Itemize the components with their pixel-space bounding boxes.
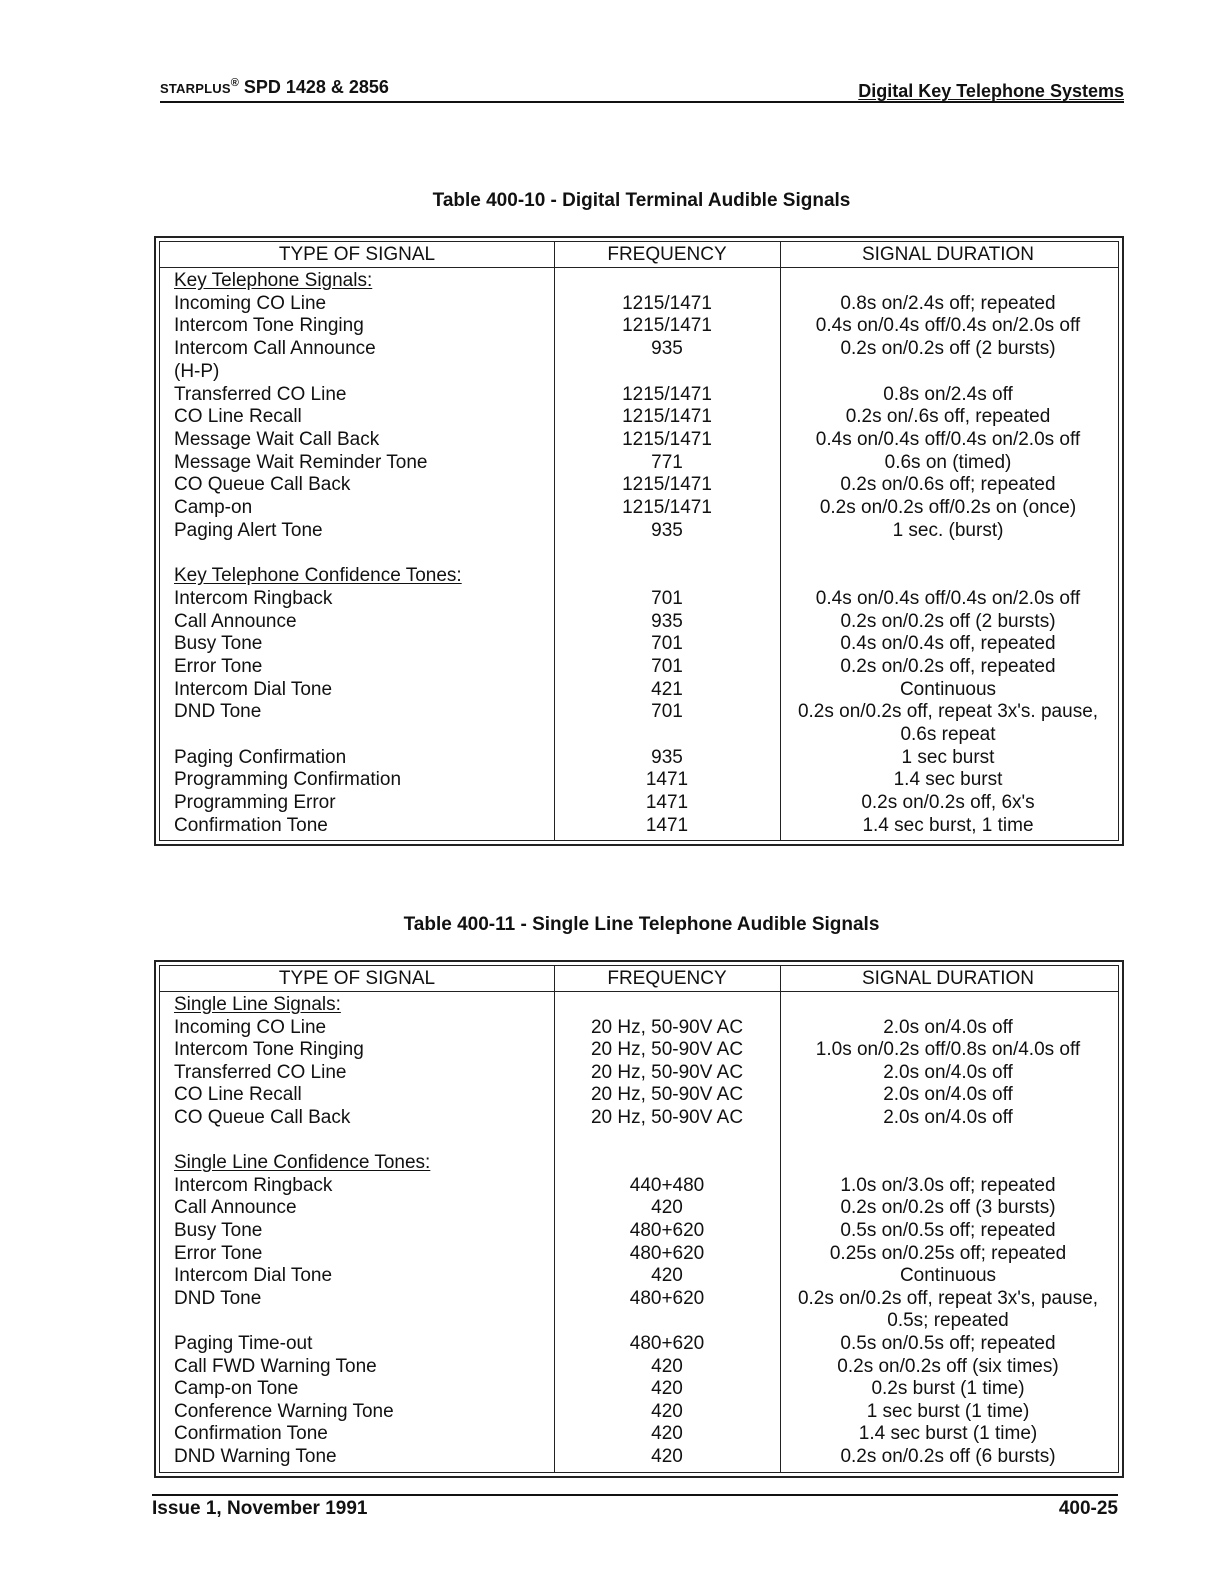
signal-duration: 1.4 sec burst (1 time) [858, 1423, 1038, 1445]
table-row [160, 587, 1118, 611]
section-heading: Single Line Signals: [174, 994, 341, 1015]
signal-type: Camp-on Tone [174, 1378, 299, 1400]
signal-type: Confirmation Tone [174, 1423, 328, 1445]
signal-frequency: 1215/1471 [622, 497, 712, 518]
page-footer [152, 1494, 1118, 1519]
table-row [160, 1264, 1118, 1288]
table-row [160, 473, 1118, 497]
signal-type: Incoming CO Line [174, 1016, 327, 1038]
signal-duration: 0.8s on/2.4s off; repeated [840, 292, 1056, 314]
table-row [160, 1016, 1118, 1040]
section-heading: Key Telephone Confidence Tones: [174, 565, 462, 587]
signal-frequency: 771 [651, 451, 683, 473]
signal-frequency: 701 [651, 701, 683, 723]
signal-type: CO Line Recall [174, 406, 302, 428]
signal-type: (H-P) [174, 360, 220, 382]
signal-type: Conference Warning Tone [174, 1400, 394, 1422]
table-row [160, 791, 1118, 815]
table1-caption: Table 400-10 - Digital Terminal Audible Signals [432, 190, 851, 211]
signal-frequency: 1215/1471 [622, 292, 712, 314]
table-row [160, 814, 1118, 838]
table-row [160, 1196, 1118, 1220]
signal-duration: 1.4 sec burst [893, 769, 1003, 791]
table-row [160, 405, 1118, 429]
section-heading: Key Telephone Signals: [174, 270, 373, 291]
signal-type: Paging Confirmation [174, 746, 347, 768]
signal-frequency: 440+480 [629, 1174, 705, 1196]
table-single-line-signals [154, 960, 1124, 1478]
signal-frequency: 935 [651, 610, 683, 632]
signal-type: Busy Tone [174, 1220, 263, 1241]
table-row [160, 723, 1118, 747]
table-digital-terminal-signals [154, 236, 1124, 846]
signal-frequency: 480+620 [629, 1333, 705, 1354]
signal-duration: 0.5s on/0.5s off; repeated [840, 1220, 1056, 1241]
signal-type: Programming Confirmation [174, 769, 402, 791]
table-row [160, 746, 1118, 770]
registered-mark: ® [230, 77, 239, 89]
signal-duration: 1 sec burst (1 time) [866, 1400, 1030, 1422]
signal-frequency: 20 Hz, 50-90V AC [590, 1084, 744, 1106]
signal-duration: 0.6s repeat [900, 724, 996, 745]
signal-frequency: 701 [651, 655, 683, 677]
table-row [160, 700, 1118, 724]
signal-duration: 2.0s on/4.0s off [883, 1084, 1013, 1106]
signal-duration: 0.2s on/0.6s off; repeated [840, 474, 1056, 496]
signal-type: DND Tone [174, 1287, 262, 1309]
signal-type: Message Wait Call Back [174, 428, 380, 450]
signal-duration: 0.5s on/0.5s off; repeated [840, 1333, 1056, 1354]
table-row [160, 1219, 1118, 1243]
signal-duration: 0.2s burst (1 time) [871, 1378, 1025, 1400]
table-row [160, 360, 1118, 384]
signal-frequency: 1215/1471 [622, 383, 712, 405]
signal-frequency: 1215/1471 [622, 315, 712, 337]
signal-type: Paging Time-out [174, 1333, 313, 1354]
table2-col-type: TYPE OF SIGNAL [278, 968, 436, 989]
signal-type: CO Line Recall [174, 1084, 302, 1106]
signal-type: Confirmation Tone [174, 814, 328, 836]
signal-type: Error Tone [174, 655, 263, 677]
table-row [160, 655, 1118, 679]
section-heading-row [160, 1151, 1118, 1175]
section-heading: Single Line Confidence Tones: [174, 1152, 431, 1174]
table-row [160, 1061, 1118, 1085]
signal-type: Intercom Call Announce [174, 338, 376, 360]
signal-duration: Continuous [899, 1265, 997, 1287]
signal-type: Paging Alert Tone [174, 519, 323, 541]
table1-inner-border [159, 241, 1119, 841]
table-row [160, 1174, 1118, 1198]
signal-frequency: 421 [651, 678, 683, 700]
signal-type: Intercom Ringback [174, 1174, 333, 1196]
signal-type: Call Announce [174, 1197, 297, 1219]
signal-type: Intercom Dial Tone [174, 1265, 333, 1287]
signal-duration: 0.2s on/0.2s off, repeat 3x's. pause, [797, 701, 1099, 723]
signal-frequency: 701 [651, 633, 683, 655]
signal-duration: 0.4s on/0.4s off/0.4s on/2.0s off [815, 315, 1081, 337]
signal-type: Busy Tone [174, 633, 263, 655]
signal-frequency: 420 [651, 1446, 683, 1467]
table2-inner-border [159, 965, 1119, 1473]
table-row [160, 610, 1118, 634]
table-row [160, 1083, 1118, 1107]
table-row [160, 519, 1118, 543]
signal-duration: 2.0s on/4.0s off [883, 1107, 1013, 1128]
table2-header-line [160, 991, 1118, 992]
signal-type: Programming Error [174, 792, 336, 814]
brand-name: STARPLUS [160, 81, 231, 96]
table-row [160, 1355, 1118, 1379]
section-heading-row [160, 269, 1118, 293]
signal-type: Call Announce [174, 610, 297, 632]
signal-frequency: 1215/1471 [622, 428, 712, 450]
signal-type: Intercom Tone Ringing [174, 315, 364, 337]
signal-frequency: 20 Hz, 50-90V AC [590, 1039, 744, 1061]
signal-frequency: 1215/1471 [622, 474, 712, 496]
table-row [160, 1129, 1118, 1153]
table-row [160, 337, 1118, 361]
table-row [160, 292, 1118, 316]
table1-header-line [160, 267, 1118, 268]
signal-frequency: 701 [651, 587, 683, 609]
section-heading-row [160, 564, 1118, 588]
signal-type: Message Wait Reminder Tone [174, 451, 428, 473]
signal-duration: 1 sec. (burst) [892, 519, 1004, 541]
table-row [160, 1332, 1118, 1356]
signal-type: Call FWD Warning Tone [174, 1355, 377, 1377]
table-row [160, 383, 1118, 407]
table-row [160, 768, 1118, 792]
signal-type: Error Tone [174, 1242, 263, 1264]
signal-type: Incoming CO Line [174, 292, 327, 314]
table2-caption: Table 400-11 - Single Line Telephone Audible Signals [403, 914, 880, 935]
signal-duration: 0.2s on/0.2s off, repeated [840, 655, 1056, 677]
signal-duration: 0.25s on/0.25s off; repeated [829, 1242, 1067, 1264]
table-row [160, 1038, 1118, 1062]
table-row [160, 1422, 1118, 1446]
table1-col-type: TYPE OF SIGNAL [278, 244, 436, 265]
signal-frequency: 935 [651, 519, 683, 541]
signal-frequency: 480+620 [629, 1287, 705, 1309]
signal-type: Intercom Ringback [174, 587, 333, 609]
signal-frequency: 935 [651, 746, 683, 768]
table-row [160, 541, 1118, 565]
signal-type: DND Tone [174, 701, 262, 723]
signal-duration: 0.2s on/0.2s off (2 bursts) [840, 338, 1056, 360]
page-header [160, 76, 1124, 103]
signal-frequency: 480+620 [629, 1242, 705, 1264]
signal-duration: 1 sec burst [901, 746, 995, 768]
table-row [160, 451, 1118, 475]
signal-duration: Continuous [899, 678, 997, 700]
signal-duration: 0.2s on/0.2s off (3 bursts) [840, 1197, 1056, 1219]
model-number: SPD 1428 & 2856 [243, 77, 389, 97]
table-row [160, 1287, 1118, 1311]
signal-frequency: 420 [651, 1378, 683, 1400]
signal-duration: 0.2s on/.6s off, repeated [845, 406, 1051, 428]
signal-frequency: 480+620 [629, 1220, 705, 1241]
section-heading-row [160, 993, 1118, 1017]
signal-frequency: 1471 [645, 792, 689, 814]
header-title: Digital Key Telephone Systems [858, 81, 1124, 101]
signal-type: Transferred CO Line [174, 1061, 347, 1083]
signal-frequency: 1215/1471 [622, 406, 712, 428]
table2-col-frequency: FREQUENCY [607, 968, 727, 989]
signal-type: Intercom Tone Ringing [174, 1039, 364, 1061]
signal-duration: 0.2s on/0.2s off (2 bursts) [840, 610, 1056, 632]
signal-frequency: 20 Hz, 50-90V AC [590, 1016, 744, 1038]
signal-frequency: 1471 [645, 814, 689, 836]
table-row [160, 1309, 1118, 1333]
table-row [160, 1377, 1118, 1401]
signal-frequency: 20 Hz, 50-90V AC [590, 1061, 744, 1083]
signal-duration: 0.4s on/0.4s off, repeated [840, 633, 1056, 655]
signal-frequency: 20 Hz, 50-90V AC [590, 1107, 744, 1128]
signal-duration: 0.6s on (timed) [884, 451, 1012, 473]
signal-duration: 0.2s on/0.2s off/0.2s on (once) [819, 497, 1077, 518]
table-row [160, 314, 1118, 338]
table1-col-frequency: FREQUENCY [607, 244, 727, 265]
table-row [160, 632, 1118, 656]
signal-duration: 0.4s on/0.4s off/0.4s on/2.0s off [815, 587, 1081, 609]
signal-duration: 0.2s on/0.2s off, 6x's [861, 792, 1035, 814]
signal-duration: 0.2s on/0.2s off, repeat 3x's, pause, [797, 1287, 1099, 1309]
signal-frequency: 420 [651, 1355, 683, 1377]
issue-date: Issue 1, November 1991 [152, 1498, 368, 1519]
signal-duration: 2.0s on/4.0s off [883, 1061, 1013, 1083]
signal-duration: 2.0s on/4.0s off [883, 1016, 1013, 1038]
signal-frequency: 1471 [645, 769, 689, 791]
signal-duration: 1.0s on/3.0s off; repeated [840, 1174, 1056, 1196]
signal-type: CO Queue Call Back [174, 474, 351, 496]
signal-type: CO Queue Call Back [174, 1107, 351, 1128]
table2-col-duration: SIGNAL DURATION [861, 968, 1035, 989]
signal-type: Transferred CO Line [174, 383, 347, 405]
signal-frequency: 420 [651, 1400, 683, 1422]
signal-frequency: 420 [651, 1265, 683, 1287]
table-row [160, 428, 1118, 452]
signal-duration: 1.0s on/0.2s off/0.8s on/4.0s off [815, 1039, 1081, 1061]
table-row [160, 1242, 1118, 1266]
signal-duration: 0.5s; repeated [887, 1310, 1009, 1332]
table-row [160, 1445, 1118, 1469]
signal-duration: 0.8s on/2.4s off [883, 383, 1013, 405]
signal-frequency: 935 [651, 338, 683, 360]
signal-frequency: 420 [651, 1423, 683, 1445]
header-brand [160, 77, 389, 98]
table-row [160, 1400, 1118, 1424]
signal-type: DND Warning Tone [174, 1446, 337, 1467]
signal-duration: 0.4s on/0.4s off/0.4s on/2.0s off [815, 428, 1081, 450]
signal-duration: 0.2s on/0.2s off (6 bursts) [840, 1446, 1056, 1467]
signal-duration: 0.2s on/0.2s off (six times) [837, 1355, 1059, 1377]
table1-col-duration: SIGNAL DURATION [861, 244, 1035, 265]
signal-duration: 1.4 sec burst, 1 time [862, 814, 1034, 836]
table-row [160, 1106, 1118, 1130]
table-row [160, 678, 1118, 702]
signal-frequency: 420 [651, 1197, 683, 1219]
page-number: 400-25 [1058, 1498, 1118, 1519]
table-row [160, 496, 1118, 520]
signal-type: Camp-on [174, 497, 253, 518]
signal-type: Intercom Dial Tone [174, 678, 333, 700]
